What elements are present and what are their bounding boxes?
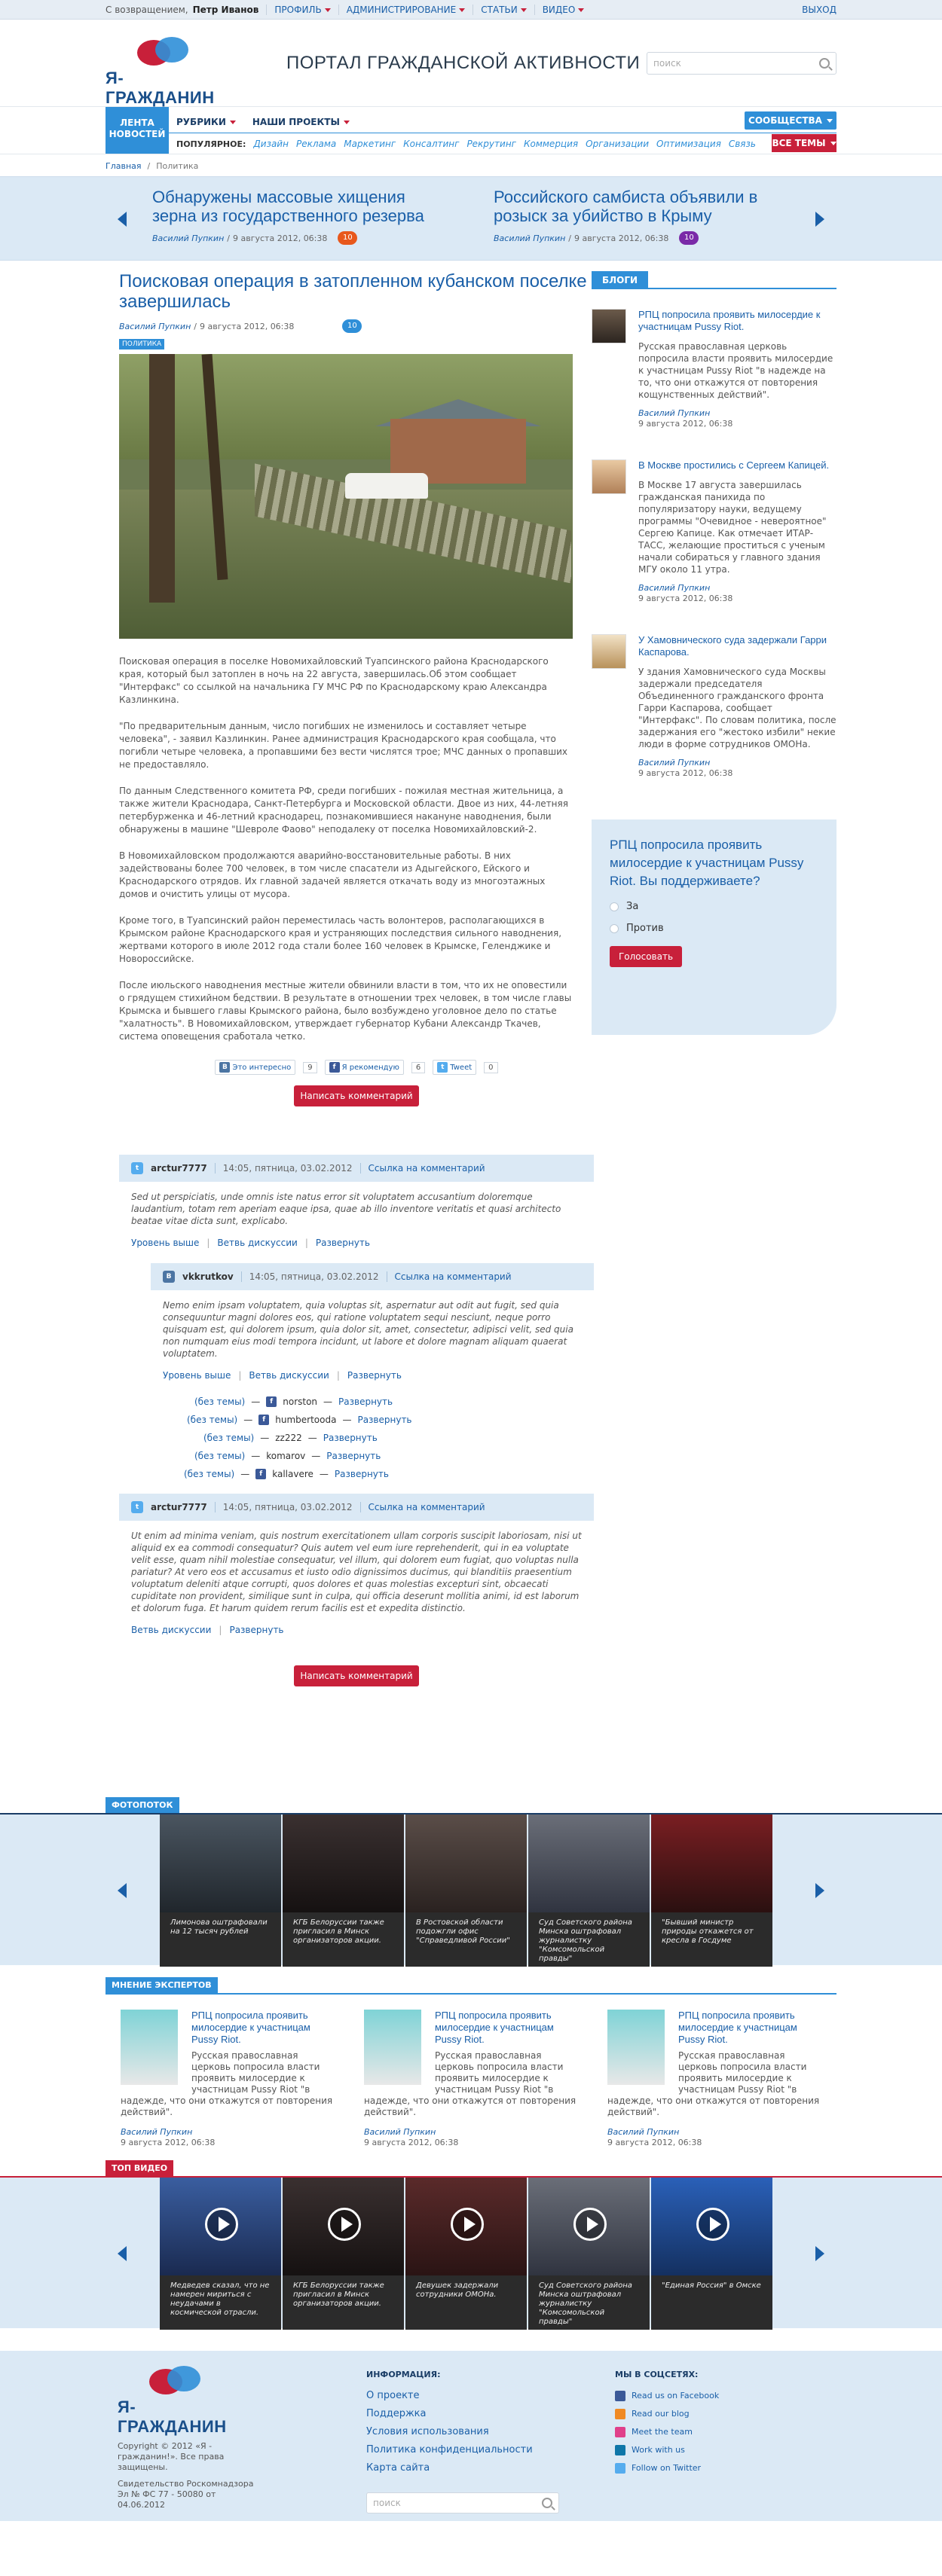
expert-date: 9 августа 2012, 06:38 [607, 2138, 702, 2147]
nav-rubrics-label: РУБРИКИ [176, 117, 226, 127]
comment-user[interactable]: arctur7777 [151, 1502, 207, 1512]
logo-bubble-blue [167, 2366, 200, 2391]
article-paragraph: После июльского наводнения местные жители обвинили власти в том, что их не оповестили о грядущем стихийном бедствии. В результате в отношении трех человек, в том числе главы Крымска и бывшего главы Крымского района, было возбуждено уголовное дело по статье "халатность". В Новомихайловском, утверждает губернатор Кубани Александр Ткачев, система оповещения сработала четко. [119, 980, 572, 1042]
blog-title[interactable]: РПЦ попросила проявить милосердие к участницам Pussy Riot. [638, 309, 821, 332]
expert-avatar[interactable] [364, 2010, 421, 2085]
thread-dash: — [251, 1396, 261, 1407]
search-placeholder: поиск [653, 58, 681, 69]
photo-tile[interactable] [160, 1814, 281, 1967]
featured-author[interactable]: Василий Пупкин [152, 233, 225, 243]
chevron-down-icon [230, 121, 236, 124]
carousel-next-icon[interactable] [815, 1883, 824, 1898]
radio-button[interactable] [610, 902, 619, 911]
greeting-text: С возвращением, [106, 5, 188, 15]
featured-date: 9 августа 2012, 06:38 [233, 233, 328, 243]
poll [592, 819, 836, 1035]
poll-option[interactable] [610, 901, 818, 912]
vk-count: 9 [303, 1062, 317, 1073]
level-up-link[interactable]: Уровень выше [131, 1238, 200, 1248]
expand-link[interactable]: Развернуть [326, 1451, 381, 1461]
expert-title[interactable]: РПЦ попросила проявить милосердие к участницам Pussy Riot. [191, 2010, 310, 2045]
photo-stream-section [0, 1797, 942, 1965]
video-caption: Девушек задержали сотрудники ОМОНа. [405, 2275, 527, 2330]
social-link-label: Meet the team [632, 2427, 693, 2437]
comment-time: 14:05, пятница, 03.02.2012 [222, 1163, 353, 1174]
avatar[interactable] [592, 309, 626, 343]
category-tag[interactable]: ПОЛИТИКА [119, 339, 164, 349]
chevron-down-icon [578, 8, 584, 12]
poll-option-label: За [626, 901, 639, 912]
expand-link[interactable]: Развернуть [315, 1238, 370, 1248]
fb-share-label: Я рекомендую [341, 1063, 399, 1072]
photo-stream-tab[interactable]: ФОТОПОТОК [106, 1797, 179, 1813]
nav-rubrics[interactable] [176, 117, 236, 127]
blog-date: 9 августа 2012, 06:38 [638, 594, 733, 603]
expert-item [592, 2010, 836, 2160]
nested-comment [151, 1263, 594, 1381]
tweet-button[interactable] [433, 1060, 476, 1075]
featured-carousel [0, 176, 942, 261]
thread-item[interactable] [194, 1447, 594, 1465]
portal-title: ПОРТАЛ ГРАЖДАНСКОЙ АКТИВНОСТИ [286, 53, 641, 73]
footer-info [366, 2366, 533, 2477]
photo-caption: КГБ Белоруссии также пригласил в Минск организаторов акции. [283, 1912, 404, 1967]
thread-user[interactable]: humbertooda [275, 1415, 337, 1425]
blog-item [592, 309, 836, 429]
thread-item[interactable] [194, 1393, 594, 1411]
photo-caption: "Бывший министр природы откажется от кресла в Госдуме [651, 1912, 772, 1967]
article-paragraph: "По предварительным данным, число погибших не изменилось и составляет четыре человека", - заявил Казлинкин. Ранее администрация Краснодарского края сообщала, что погибли четыре человека, а пропавшими без вести числятся трое; МЧС данных о пропавших не предоставляло. [119, 721, 568, 770]
expert-date: 9 августа 2012, 06:38 [364, 2138, 459, 2147]
footer-social [615, 2366, 719, 2477]
user-link[interactable]: Петр Иванов [192, 5, 259, 15]
all-topics-button[interactable] [772, 134, 836, 152]
comment-permalink[interactable]: Ссылка на комментарий [394, 1271, 512, 1282]
expand-link[interactable]: Развернуть [334, 1469, 389, 1479]
video-tile[interactable] [651, 2178, 772, 2330]
expert-avatar[interactable] [121, 2010, 178, 2085]
thread-dash: — [342, 1415, 352, 1425]
expert-text: Русская православная церковь попросила власти проявить милосердие к участницам Pussy Riot "в надежде, что они откажутся от повторения действий". [121, 2050, 333, 2117]
license-text: Свидетельство Роскомнадзора Эл № ФС 77 - 50080 от 04.06.2012 [118, 2479, 254, 2510]
comment-count-badge[interactable]: 10 [338, 231, 357, 245]
menu-video[interactable] [543, 5, 585, 15]
article-author[interactable]: Василий Пупкин [119, 321, 191, 331]
featured-author[interactable]: Василий Пупкин [494, 233, 566, 243]
blog-text: Русская православная церковь попросила власти проявить милосердие к участницам Pussy Riot "в надежде на то, что они откажутся от повторения кощунственных действий". [638, 341, 833, 400]
comment-text: Nemo enim ipsam voluptatem, quia voluptas sit, aspernatur aut odit aut fugit, sed quia consequuntur magni dolores eos, qui ratione voluptatem sequi nesciunt, neque porro quisquam est, qui dolorem ipsum, quia dolor sit, amet, consectetur, adipisci velit, sed quia non numquam eius modi tempora incidunt, ut labore et dolore magnam aliquam quaerat voluptatem. [163, 1300, 573, 1359]
article [119, 271, 594, 1686]
video-tile[interactable] [160, 2178, 281, 2330]
chevron-down-icon [830, 142, 836, 145]
article-paragraph: По данным Следственного комитета РФ, среди погибших - пожилая местная жительница, а также жители Краснодара, Санкт-Петербурга и Московской области. Двое из них, 44-летняя петербурженка и 46-летний краснодарец, познакомившиеся накануне наводнения, были обнаружены в машине "Шевроле Фаово" неподалеку от поселка Новомихайловский-2. [119, 786, 568, 835]
article-title: Поисковая операция в затопленном кубанском поселке завершилась [119, 271, 587, 312]
carousel-prev-icon[interactable] [118, 1883, 127, 1898]
comment-header [119, 1155, 594, 1182]
thread-dash: — [260, 1433, 270, 1443]
article-paragraph: В Новомихайловском продолжаются аварийно-восстановительные работы. В них задействованы более 700 человек, в том числе спасатели из Адыгейского, Ейского и Краснодарского отрядов. Их главной задачей является откачать воду из многоэтажных домов и очистить улицы от мусора. [119, 850, 546, 899]
menu-admin-label: АДМИНИСТРИРОВАНИЕ [346, 5, 457, 15]
logout-link[interactable]: ВЫХОД [802, 5, 836, 15]
facebook-icon: f [258, 1415, 269, 1425]
thread-dash: — [251, 1451, 261, 1461]
featured-item[interactable] [494, 188, 795, 245]
tweet-label: Tweet [450, 1063, 473, 1072]
logo-text: Я-ГРАЖДАНИН [118, 2397, 227, 2436]
vk-icon: B [219, 1062, 230, 1073]
comment-user[interactable]: arctur7777 [151, 1163, 207, 1174]
popular-tag[interactable]: Связь [728, 139, 756, 149]
thread-dash: — [243, 1415, 253, 1425]
expert-text: Русская православная церковь попросила власти проявить милосердие к участницам Pussy Riot "в надежде, что они откажутся от повторения действий". [364, 2050, 577, 2117]
featured-title[interactable]: Российского самбиста объявили в розыск за убийство в Крыму [494, 188, 758, 225]
comment-text: Ut enim ad minima veniam, quis nostrum exercitationem ullam corporis suscipit laboriosam, nisi ut aliquid ex ea commodi consequatur? Quis autem vel eum iure reprehenderit, qui in ea voluptate velit esse, quam nihil molestiae consequatur, vel illum, qui dolorem eum fugiat, quo voluptas nulla pariatur? At vero eos et accusamus et iusto odio dignissimos ducimus, qui blanditiis praesentium voluptatum deleniti atque corrupti, quos dolores et quas molestias excepturi sint, obcaecati cupiditate non provident, similique sunt in culpa, qui officia deserunt mollitia animi, id est laborum et dolorum fuga. Et harum quidem rerum facilis est et expedita distinctio. [131, 1531, 582, 1613]
link-separator: | [219, 1625, 222, 1635]
expand-link[interactable]: Развернуть [338, 1396, 393, 1407]
social-link[interactable] [615, 2387, 719, 2405]
thread-link[interactable]: Ветвь дискуссии [217, 1238, 298, 1248]
experts-section [0, 1977, 942, 2160]
collapsed-thread [184, 1393, 594, 1483]
popular-tag[interactable]: Организации [586, 139, 649, 149]
all-topics-label: ВСЕ ТЕМЫ [772, 138, 826, 148]
comment-count-badge[interactable]: 10 [342, 319, 362, 333]
twitter-icon [615, 2463, 625, 2474]
chevron-down-icon [325, 8, 331, 12]
comment-header [151, 1263, 594, 1290]
popular-label: ПОПУЛЯРНОЕ: [176, 139, 246, 149]
meta-separator: / [194, 321, 197, 331]
sidebar [592, 271, 836, 1035]
site-header [0, 20, 942, 107]
thread-dash: — [319, 1469, 329, 1479]
nav-projects[interactable] [252, 117, 350, 127]
write-comment-button[interactable]: Написать комментарий [294, 1665, 419, 1686]
photo-thumb [160, 1814, 281, 1912]
site-logo[interactable] [106, 37, 226, 107]
divider [215, 1502, 216, 1512]
carousel-next-icon[interactable] [815, 212, 824, 227]
nav-projects-label: НАШИ ПРОЕКТЫ [252, 117, 340, 127]
expert-item [106, 2010, 349, 2160]
vk-share-label: Это интересно [232, 1063, 292, 1072]
video-tile[interactable] [283, 2178, 404, 2330]
popular-tag[interactable]: Маркетинг [344, 139, 396, 149]
copyright-text: Copyright © 2012 «Я - гражданин!». Все права защищены. [118, 2441, 225, 2472]
featured-item[interactable] [152, 188, 454, 245]
blog-date: 9 августа 2012, 06:38 [638, 768, 733, 778]
expert-title[interactable]: РПЦ попросила проявить милосердие к участницам Pussy Riot. [678, 2010, 797, 2045]
meta-separator: / [227, 233, 230, 243]
twitter-icon: t [437, 1062, 448, 1073]
carousel-prev-icon[interactable] [118, 212, 127, 227]
main-area [106, 261, 836, 1797]
photo-tile[interactable] [283, 1814, 404, 1967]
rss-icon [615, 2409, 625, 2419]
linkedin-icon [615, 2445, 625, 2455]
facebook-icon: f [266, 1396, 277, 1407]
blog-title[interactable]: У Хамовнического суда задержали Гарри Каспарова. [638, 634, 827, 658]
expert-author[interactable]: Василий Пупкин [121, 2127, 193, 2137]
menu-articles[interactable] [481, 5, 526, 15]
thread-dash: — [307, 1433, 317, 1443]
menu-video-label: ВИДЕО [542, 5, 576, 15]
share-bar [119, 1060, 594, 1075]
search-placeholder: поиск [373, 2498, 401, 2508]
expert-author[interactable]: Василий Пупкин [364, 2127, 436, 2137]
popular-tag[interactable]: Оптимизация [656, 139, 721, 149]
thread-item[interactable] [203, 1429, 594, 1447]
expert-item [349, 2010, 592, 2160]
search-input[interactable] [647, 52, 836, 75]
blog-title[interactable]: В Москве простились с Сергеем Капицей. [638, 459, 830, 471]
photo-thumb [405, 1814, 527, 1912]
footer-logo[interactable] [118, 2366, 231, 2436]
breadcrumb-current: Политика [156, 160, 199, 171]
thread-user[interactable]: komarov [266, 1451, 306, 1461]
thread-dash: — [323, 1396, 333, 1407]
comment-user[interactable]: vkkrutkov [182, 1271, 234, 1282]
play-icon[interactable] [205, 2208, 238, 2241]
photo-tree [149, 354, 175, 603]
expert-text: Русская православная церковь попросила власти проявить милосердие к участницам Pussy Riot "в надежде, что они откажутся от повторения действий". [607, 2050, 820, 2117]
main-nav [0, 107, 942, 154]
link-separator: | [304, 1238, 308, 1248]
breadcrumb-home[interactable]: Главная [106, 160, 142, 171]
thread-link[interactable]: Ветвь дискуссии [131, 1625, 212, 1635]
photo-car [345, 473, 428, 499]
expand-link[interactable]: Развернуть [229, 1625, 284, 1635]
play-icon[interactable] [451, 2208, 484, 2241]
site-footer [0, 2351, 942, 2521]
footer-social-heading: МЫ В СОЦСЕТЯХ: [615, 2370, 699, 2379]
social-link-label: Follow on Twitter [632, 2463, 702, 2473]
divider [215, 1163, 216, 1174]
expert-title[interactable]: РПЦ попросила проявить милосердие к участницам Pussy Riot. [435, 2010, 554, 2045]
comment-text: Sed ut perspiciatis, unde omnis iste natus error sit voluptatem accusantium doloremque laudantium, totam rem aperiam eaque ipsa, quae ab illo inventore veritatis et quasi architecto beatae vitae dicta sunt, explicabo. [131, 1192, 561, 1226]
thread-item[interactable] [184, 1465, 594, 1483]
photo-tile[interactable] [405, 1814, 527, 1967]
top-bar [0, 0, 942, 20]
menu-profile-label: ПРОФИЛЬ [274, 5, 322, 15]
vote-button[interactable]: Голосовать [610, 946, 682, 967]
photo-thumb [651, 1814, 772, 1912]
thread-user[interactable]: norston [283, 1396, 318, 1407]
blog-text: У здания Хамовнического суда Москвы задержали председателя Объединенного гражданского фронта Гарри Каспарова, сообщает "Интерфакс". По словам политика, после задержания его "жестоко избили" некие люди в форме сотрудников ОМОНа. [638, 667, 836, 749]
photo-caption: Суд Советского района Минска оштрафовал журналистку "Комсомольской правды" [528, 1912, 650, 1967]
blog-item [592, 634, 836, 779]
thread-topic[interactable]: (без темы) [194, 1451, 246, 1461]
video-caption: Суд Советского района Минска оштрафовал журналистку "Комсомольской правды" [528, 2275, 650, 2330]
article-paragraph: Поисковая операция в поселке Новомихайловский Туапсинского района Краснодарского края, который был затоплен в ночь на 22 августа, завершилась.Об этом сообщает "Интерфакс" со ссылкой на начальника ГУ МЧС РФ по Краснодарскому краю Александра Казлинкина. [119, 656, 549, 705]
blog-author[interactable]: Василий Пупкин [638, 758, 711, 768]
top-video-tab[interactable]: ТОП ВИДЕО [106, 2160, 173, 2176]
featured-date: 9 августа 2012, 06:38 [574, 233, 669, 243]
poll-option[interactable] [610, 923, 818, 934]
menu-profile[interactable] [274, 5, 330, 15]
chevron-down-icon [521, 8, 527, 12]
communities-label: СООБЩЕСТВА [748, 115, 822, 126]
news-feed-label-2: НОВОСТЕЙ [109, 129, 166, 139]
social-link-label: Read us on Facebook [632, 2391, 720, 2401]
footer-info-heading: ИНФОРМАЦИЯ: [366, 2370, 441, 2379]
chevron-down-icon [827, 119, 833, 123]
popular-tag[interactable]: Коммерция [523, 139, 579, 149]
experts-tab[interactable]: МНЕНИЕ ЭКСПЕРТОВ [106, 1977, 218, 1993]
thread-user[interactable]: kallavere [272, 1469, 313, 1479]
play-icon[interactable] [328, 2208, 361, 2241]
video-caption: "Единая Россия" в Омске [651, 2275, 772, 2330]
footer-link[interactable]: О проекте [366, 2390, 420, 2401]
comment-permalink[interactable]: Ссылка на комментарий [368, 1502, 485, 1512]
footer-search-input[interactable] [366, 2492, 559, 2513]
photo-tile[interactable] [651, 1814, 772, 1967]
expand-link[interactable]: Развернуть [323, 1433, 378, 1443]
divider [266, 5, 267, 15]
flickr-icon [615, 2427, 625, 2437]
twitter-icon: t [131, 1501, 143, 1513]
video-caption: КГБ Белоруссии также пригласил в Минск организаторов акции. [283, 2275, 404, 2330]
radio-button[interactable] [610, 924, 619, 933]
article-paragraph: Кроме того, в Туапсинский район переместилась часть волонтеров, располагающихся в Крымском районе Краснодарского края и устраняющих последствия сильного наводнения, жертвами которого в июле 2012 года стали более 160 человек в Крымске, Геленджике и Новороссийске. [119, 915, 562, 964]
divider [241, 1271, 242, 1282]
featured-title[interactable]: Обнаружены массовые хищения зерна из государственного резерва [152, 188, 424, 225]
divider [360, 1163, 361, 1174]
video-tile[interactable] [528, 2178, 650, 2330]
chevron-down-icon [344, 121, 350, 124]
expert-date: 9 августа 2012, 06:38 [121, 2138, 216, 2147]
popular-tag[interactable]: Рекрутинг [466, 139, 516, 149]
expand-link[interactable]: Развернуть [347, 1370, 402, 1381]
footer-link[interactable]: Политика конфиденциальности [366, 2444, 533, 2455]
footer-link[interactable]: Поддержка [366, 2408, 427, 2419]
tab-underline [106, 1993, 836, 1995]
thread-dash: — [311, 1451, 321, 1461]
twitter-icon: t [131, 1162, 143, 1174]
blogs-tab[interactable]: БЛОГИ [592, 271, 648, 289]
write-comment-button[interactable]: Написать комментарий [294, 1085, 419, 1106]
thread-item[interactable] [187, 1411, 594, 1429]
comment-time: 14:05, пятница, 03.02.2012 [249, 1271, 379, 1282]
link-separator: | [206, 1238, 210, 1248]
avatar[interactable] [592, 634, 626, 669]
article-date: 9 августа 2012, 06:38 [200, 321, 295, 331]
avatar[interactable] [592, 459, 626, 494]
menu-admin[interactable] [347, 5, 466, 15]
photo-caption: Лимонова оштрафовали на 12 тысяч рублей [160, 1912, 281, 1967]
social-link-label: Work with us [632, 2445, 685, 2455]
fb-share-button[interactable] [325, 1060, 404, 1075]
poll-question: РПЦ попросила проявить милосердие к участницам Pussy Riot. Вы поддерживаете? [610, 838, 804, 888]
photo-caption: В Ростовской области подожгли офис "Справедливой России" [405, 1912, 527, 1967]
facebook-icon [615, 2391, 625, 2401]
social-link[interactable] [615, 2423, 719, 2441]
popular-tags [176, 136, 756, 152]
comment-permalink[interactable]: Ссылка на комментарий [368, 1163, 485, 1174]
expert-author[interactable]: Василий Пупкин [607, 2127, 680, 2137]
photo-thumb [283, 1814, 404, 1912]
meta-separator: / [568, 233, 571, 243]
social-link[interactable] [615, 2441, 719, 2459]
thread-topic[interactable]: (без темы) [194, 1396, 246, 1407]
tweet-count: 0 [484, 1062, 497, 1073]
photo-tile[interactable] [528, 1814, 650, 1967]
article-photo [119, 354, 573, 639]
blog-author[interactable]: Василий Пупкин [638, 408, 711, 418]
comment-header [119, 1494, 594, 1521]
footer-link[interactable]: Карта сайта [366, 2462, 430, 2474]
poll-option-label: Против [626, 923, 664, 934]
logo-text: Я-ГРАЖДАНИН [106, 69, 215, 107]
facebook-icon: f [255, 1469, 266, 1479]
thread-link[interactable]: Ветвь дискуссии [249, 1370, 329, 1381]
divider [338, 5, 339, 15]
thread-dash: — [240, 1469, 250, 1479]
thread-topic[interactable]: (без темы) [203, 1433, 255, 1443]
video-caption: Медведев сказал, что не намерен мириться с неудачами в космической отрасли. [160, 2275, 281, 2330]
video-tile[interactable] [405, 2178, 527, 2330]
breadcrumb [0, 154, 942, 176]
blog-text: В Москве 17 августа завершилась гражданская панихида по популяризатору науки, ведущему программы "Очевидное - невероятное" Сергею Капице. Как отмечает ИТАР-ТАСС, желающие проститься с ученым начали собираться у главного здания МГУ около 11 утра. [638, 480, 827, 575]
social-link[interactable] [615, 2405, 719, 2423]
play-icon[interactable] [573, 2208, 607, 2241]
breadcrumb-separator: / [147, 160, 151, 171]
news-feed-button[interactable] [106, 107, 169, 154]
carousel-prev-icon[interactable] [118, 2246, 127, 2261]
social-link-label: Read our blog [632, 2409, 690, 2419]
popular-tag[interactable]: Реклама [295, 139, 337, 149]
search-icon[interactable] [819, 58, 830, 69]
logo-bubble-blue [155, 37, 188, 63]
divider [534, 5, 535, 15]
carousel-next-icon[interactable] [815, 2246, 824, 2261]
link-separator: | [238, 1370, 242, 1381]
expand-link[interactable]: Развернуть [357, 1415, 412, 1425]
expert-avatar[interactable] [607, 2010, 665, 2085]
top-video-section [0, 2160, 942, 2328]
comments [119, 1155, 594, 1686]
popular-tag[interactable]: Дизайн [253, 139, 289, 149]
blog-item [592, 459, 836, 604]
vk-icon: B [163, 1271, 175, 1283]
social-link[interactable] [615, 2459, 719, 2477]
thread-topic[interactable]: (без темы) [187, 1415, 238, 1425]
blog-author[interactable]: Василий Пупкин [638, 583, 711, 593]
facebook-icon: f [329, 1062, 340, 1073]
link-separator: | [336, 1370, 340, 1381]
blog-date: 9 августа 2012, 06:38 [638, 419, 733, 429]
photo-thumb [528, 1814, 650, 1912]
vk-share-button[interactable] [215, 1060, 295, 1075]
popular-tag[interactable]: Консалтинг [403, 139, 460, 149]
comment-time: 14:05, пятница, 03.02.2012 [222, 1502, 353, 1512]
thread-topic[interactable]: (без темы) [184, 1469, 235, 1479]
divider [360, 1502, 361, 1512]
search-icon[interactable] [542, 2498, 552, 2508]
level-up-link[interactable]: Уровень выше [163, 1370, 231, 1381]
play-icon[interactable] [696, 2208, 729, 2241]
communities-button[interactable] [745, 111, 836, 130]
comment-count-badge[interactable]: 10 [679, 231, 699, 245]
footer-link[interactable]: Условия использования [366, 2426, 489, 2437]
news-feed-label-1: ЛЕНТА [120, 118, 154, 128]
menu-articles-label: СТАТЬИ [481, 5, 518, 15]
chevron-down-icon [459, 8, 465, 12]
thread-user[interactable]: zz222 [275, 1433, 302, 1443]
fb-count: 6 [411, 1062, 425, 1073]
